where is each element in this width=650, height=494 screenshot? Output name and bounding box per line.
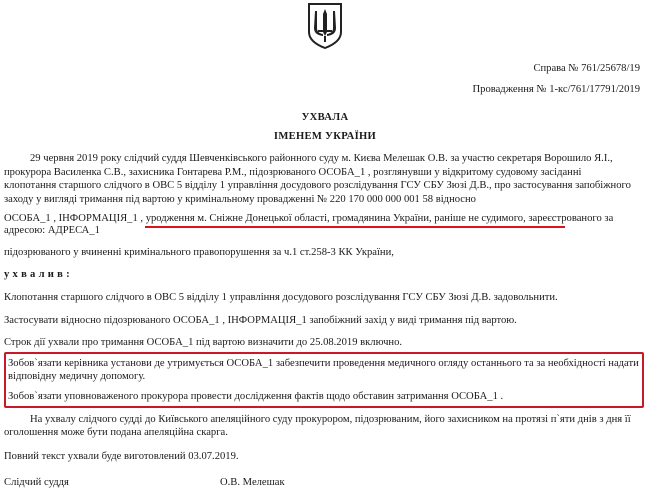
appeal-line-2: оголошення може бути подана апеляційна скарга. [4,427,228,438]
intro-line-1: 29 червня 2019 року слідчий суддя Шевченківського районного суду м. Києва Мелешак О.В. за участю секретаря Ворошило Я.І., [30,153,613,164]
appeal-line-1: На ухвалу слідчого судді до Київського апеляційного суду прокурором, підозрюваним, його захисником на протязі п`яти днів з дня її [30,414,631,425]
ruling-1: Клопотання старшого слідчого в ОВС 5 відділу 1 управління досудового розслідування ГСУ СБУ Зюзі Д.В. задовольнити. [4,292,558,303]
ruled-label: у х в а л и в : [4,269,70,280]
ruling-2: Застосувати відносно підозрюваного ОСОБА_1 , ІНФОРМАЦІЯ_1 запобіжний захід у виді тримання під вартою. [4,315,517,326]
red-underline [145,226,565,228]
trident-coat-of-arms-icon [306,2,344,50]
signature-name: О.В. Мелешак [220,477,285,488]
signature-role: Слідчий суддя [4,477,69,488]
intro-line-4: заходу у вигляді тримання під вартою у кримінальному провадженні № 220 170 000 000 001 58 відносно [4,194,476,205]
proceeding-number: Провадження № 1-кс/761/17791/2019 [472,84,640,95]
highlight-para-1-line-2: відповідну медичну допомогу. [8,371,146,382]
intro-line-3: клопотання старшого слідчого в ОВС 5 відділу 1 управління досудового розслідування ГСУ СБУ Зюзі Д.В., про застосування запобіжного [4,180,631,191]
highlight-para-1-line-1: Зобов`язати керівника установи де утримується ОСОБА_1 забезпечити проведення медичного огляду останнього та за необхідності надати [8,358,639,369]
intro-line-2: прокурора Василенка С.В., захисника Гонтарева Р.М., підозрюваного ОСОБА_1 , розглянувши у відкритому судовому засіданні [4,167,582,178]
document-subtitle: ІМЕНЕМ УКРАЇНИ [273,131,377,142]
suspicion-text: підозрюваного у вчиненні кримінального правопорушення за ч.1 ст.258-3 КК України, [4,247,394,258]
case-number: Справа № 761/25678/19 [533,63,640,74]
full-text-note: Повний текст ухвали буде виготовлений 03.07.2019. [4,451,239,462]
document-title: УХВАЛА [301,112,349,123]
ruling-3: Строк дії ухвали про тримання ОСОБА_1 під вартою визначити до 25.08.2019 включно. [4,337,403,348]
person-address: адресою: АДРЕСА_1 [4,225,100,236]
person-line-1: ОСОБА_1 , ІНФОРМАЦІЯ_1 , уродження м. Сніжне Донецької області, громадянина України, раніше не судимого, зареєстрованого за [4,213,614,224]
highlight-para-2: Зобов`язати уповноваженого прокурора провести дослідження фактів щодо обставин затримання ОСОБА_1 . [8,391,504,402]
